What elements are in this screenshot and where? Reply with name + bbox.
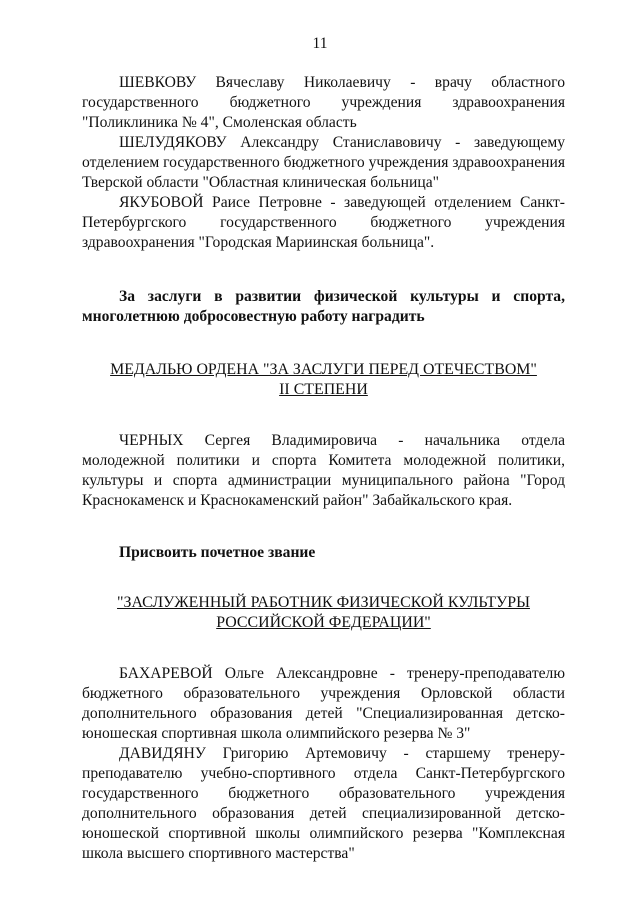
- section-heading-title: Присвоить почетное звание: [119, 544, 316, 561]
- awardee-surname: ШЕЛУДЯКОВУ: [119, 134, 227, 151]
- awardee-details: Ольге Александровне - тренеру-преподавателю бюджетного образовательного учреждения Орловской области дополнительного образования детей "Специализированная детско-юношеская спортивная школа олимпийского резерва № 3": [82, 665, 565, 742]
- section-heading-sport: За заслуги в развитии физической культуры и спорта, многолетнюю добросовестную работу наградить: [82, 288, 565, 325]
- document-body: [82, 73, 565, 864]
- awardee-details: Александру Станиславовичу - заведующему отделением государственного бюджетного учреждения здравоохранения Тверской области "Областная клиническая больница": [82, 134, 565, 191]
- awardee-entry: [82, 431, 565, 511]
- awardee-details: Григорию Артемовичу - старшему тренеру-преподавателю учебно-спортивного отдела Санкт-Петербургского государственного бюджетного образовательного учреждения дополнительного образования детей специализированной детско-юношеской спортивной школы олимпийского резерва "Комплексная школа высшего спортивного мастерства": [82, 745, 565, 862]
- award-title-line: "ЗАСЛУЖЕННЫЙ РАБОТНИК ФИЗИЧЕСКОЙ КУЛЬТУРЫ: [117, 594, 530, 611]
- awardee-surname: ШЕВКОВУ: [119, 74, 197, 91]
- awardee-surname: ДАВИДЯНУ: [119, 745, 206, 762]
- awardee-details: Вячеславу Николаевичу - врачу областного государственного бюджетного учреждения здравоохранения "Поликлиника № 4", Смоленская область: [82, 74, 565, 131]
- awardee-entry: [82, 73, 565, 133]
- awardee-surname: ЯКУБОВОЙ: [119, 194, 204, 211]
- award-title-line: РОССИЙСКОЙ ФЕДЕРАЦИИ": [216, 614, 431, 631]
- award-title-line: II СТЕПЕНИ: [279, 381, 368, 398]
- awardee-details: Сергея Владимировича - начальника отдела молодежной политики и спорта Комитета молодежной политики, культуры и спорта администрации муниципального района "Город Краснокаменск и Краснокаменский район" Забайкальского края.: [82, 432, 565, 509]
- awardee-surname: БАХАРЕВОЙ: [119, 665, 213, 682]
- awardee-details: Раисе Петровне - заведующей отделением Санкт-Петербургского государственного бюджетного учреждения здравоохранения "Городская Мариинская больница".: [82, 194, 565, 251]
- award-title-line: МЕДАЛЬЮ ОРДЕНА "ЗА ЗАСЛУГИ ПЕРЕД ОТЕЧЕСТВОМ": [110, 361, 537, 378]
- awardee-entry: [82, 664, 565, 744]
- awardee-entry: [82, 744, 565, 864]
- awardee-entry: [82, 133, 565, 193]
- page-number: 11: [312, 35, 328, 52]
- awardee-entry: [82, 193, 565, 253]
- awardee-surname: ЧЕРНЫХ: [119, 432, 184, 449]
